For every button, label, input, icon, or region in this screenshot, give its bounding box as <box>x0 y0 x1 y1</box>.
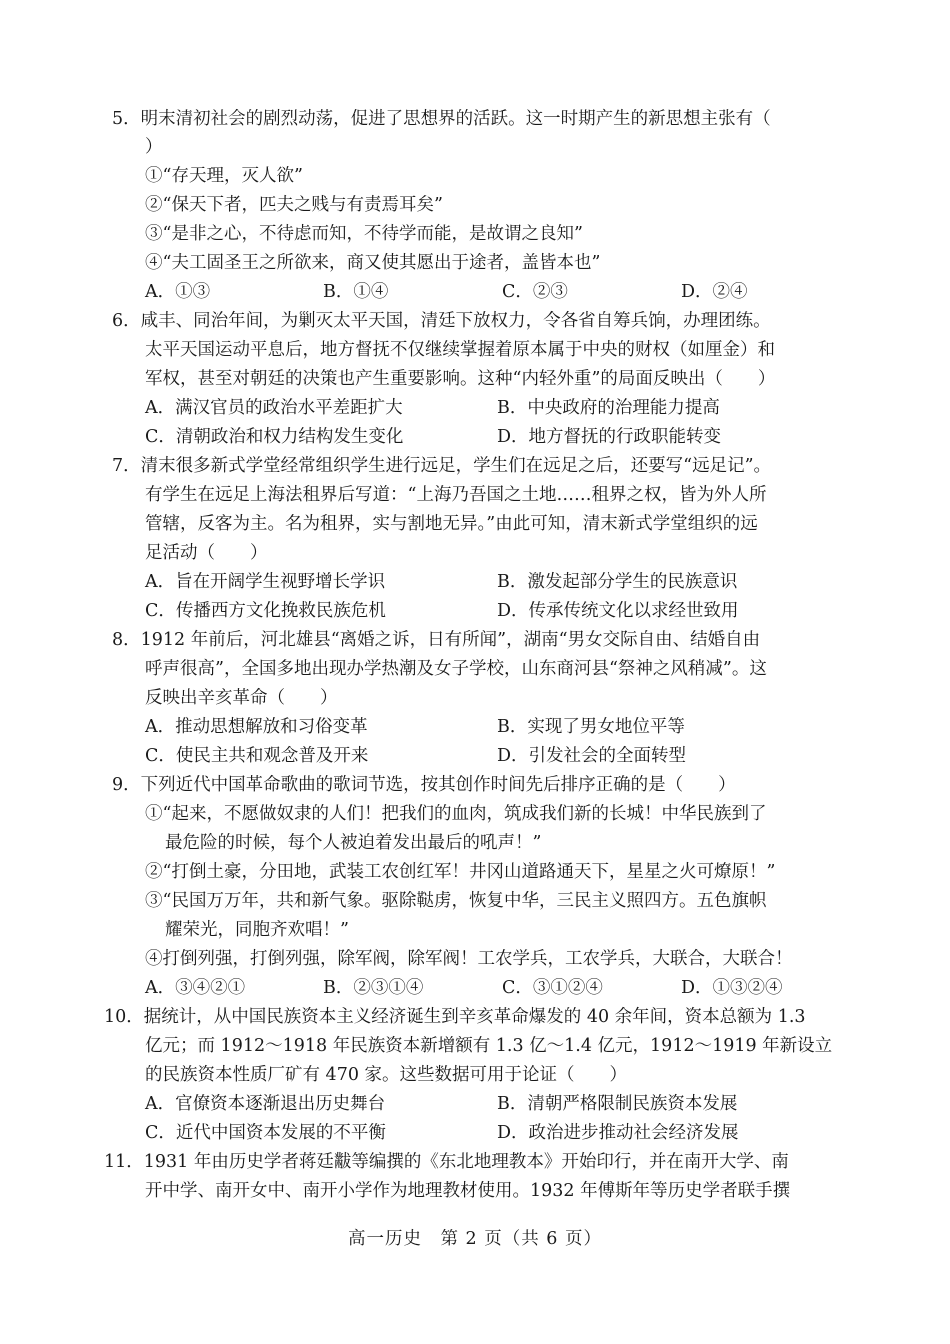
q5-option-a: A．①③ <box>145 282 211 302</box>
q5-item-3: ③“是非之心，不待虑而知，不待学而能，是故谓之良知” <box>145 224 583 244</box>
q9-line-1: 9．下列近代中国革命歌曲的歌词节选，按其创作时间先后排序正确的是（ ） <box>112 775 736 795</box>
q8-line-2: 呼声很高”，全国多地出现办学热潮及女子学校，山东商河县“祭神之风稍减”。这 <box>145 659 767 679</box>
q6-line-1: 6．咸丰、同治年间，为剿灭太平天国，清廷下放权力，令各省自筹兵饷，办理团练。 <box>112 311 771 331</box>
q6-option-b: B．中央政府的治理能力提高 <box>497 398 720 418</box>
q7-option-b: B．激发起部分学生的民族意识 <box>497 572 738 592</box>
q9-item-2: ②“打倒土豪，分田地，武装工农创红军！井冈山道路通天下，星星之火可燎原！” <box>145 862 776 882</box>
q6-line-2: 太平天国运动平息后，地方督抚不仅继续掌握着原本属于中央的财权（如厘金）和 <box>145 340 775 360</box>
q6-line-3: 军权，甚至对朝廷的决策也产生重要影响。这种“内轻外重”的局面反映出（ ） <box>145 369 776 389</box>
q5-option-c: C．②③ <box>502 282 568 302</box>
q8-line-3: 反映出辛亥革命（ ） <box>145 688 338 708</box>
q7-line-1: 7．清末很多新式学堂经常组织学生进行远足，学生们在远足之后，还要写“远足记”。 <box>112 456 772 476</box>
page-footer: 高一历史 第 2 页（共 6 页） <box>347 1229 603 1249</box>
q5-line-2: ） <box>145 137 163 157</box>
q11-line-2: 开中学、南开女中、南开小学作为地理教材使用。1932 年傅斯年等历史学者联手撰 <box>145 1181 791 1201</box>
q9-option-a: A．③④②① <box>145 978 246 998</box>
q7-line-4: 足活动（ ） <box>145 543 268 563</box>
q5-item-4: ④“夫工固圣王之所欲来，商又使其愿出于途者，盖皆本也” <box>145 253 601 273</box>
q9-item-1-line-1: ①“起来，不愿做奴隶的人们！把我们的血肉，筑成我们新的长城！中华民族到了 <box>145 804 767 824</box>
q9-option-b: B．②③①④ <box>323 978 424 998</box>
q8-line-1: 8．1912 年前后，河北雄县“离婚之诉，日有所闻”，湖南“男女交际自由、结婚自由 <box>112 630 761 650</box>
q9-item-1-line-2: 最危险的时候，每个人被迫着发出最后的吼声！” <box>165 833 542 853</box>
q10-line-1: 10．据统计，从中国民族资本主义经济诞生到辛亥革命爆发的 40 余年间，资本总额为 1.3 <box>104 1007 806 1027</box>
q5-item-2: ②“保天下者，匹夫之贱与有责焉耳矣” <box>145 195 443 215</box>
q9-option-c: C．③①②④ <box>502 978 603 998</box>
q7-option-d: D．传承传统文化以求经世致用 <box>497 601 739 621</box>
q7-line-3: 管辖，反客为主。名为租界，实与割地无异。”由此可知，清末新式学堂组织的远 <box>145 514 758 534</box>
q9-item-3-line-2: 耀荣光，同胞齐欢唱！” <box>165 920 349 940</box>
q8-option-c: C．使民主共和观念普及开来 <box>145 746 369 766</box>
q5-option-b: B．①④ <box>323 282 389 302</box>
q9-option-d: D．①③②④ <box>681 978 783 998</box>
q5-line-1: 5．明末清初社会的剧烈动荡，促进了思想界的活跃。这一时期产生的新思想主张有（ <box>112 109 771 129</box>
q6-option-c: C．清朝政治和权力结构发生变化 <box>145 427 404 447</box>
q7-line-2: 有学生在远足上海法租界后写道：“上海乃吾国之土地……租界之权，皆为外人所 <box>145 485 767 505</box>
q5-option-d: D．②④ <box>681 282 748 302</box>
q8-option-b: B．实现了男女地位平等 <box>497 717 685 737</box>
q9-item-3-line-1: ③“民国万万年，共和新气象。驱除鞑虏，恢复中华，三民主义照四方。五色旗帜 <box>145 891 767 911</box>
q10-option-d: D．政治进步推动社会经济发展 <box>497 1123 739 1143</box>
q7-option-a: A．旨在开阔学生视野增长学识 <box>145 572 386 592</box>
q10-option-c: C．近代中国资本发展的不平衡 <box>145 1123 386 1143</box>
q10-line-2: 亿元；而 1912～1918 年民族资本新增额有 1.3 亿～1.4 亿元，1912～1919 年新设立 <box>145 1036 833 1056</box>
q9-item-4: ④打倒列强，打倒列强，除军阀，除军阀！工农学兵，工农学兵，大联合，大联合！ <box>145 949 793 969</box>
q10-option-b: B．清朝严格限制民族资本发展 <box>497 1094 738 1114</box>
q6-option-a: A．满汉官员的政治水平差距扩大 <box>145 398 403 418</box>
q10-line-3: 的民族资本性质厂矿有 470 家。这些数据可用于论证（ ） <box>145 1065 628 1085</box>
q7-option-c: C．传播西方文化挽救民族危机 <box>145 601 386 621</box>
q6-option-d: D．地方督抚的行政职能转变 <box>497 427 722 447</box>
q8-option-a: A．推动思想解放和习俗变革 <box>145 717 368 737</box>
q10-option-a: A．官僚资本逐渐退出历史舞台 <box>145 1094 386 1114</box>
q5-item-1: ①“存天理，灭人欲” <box>145 166 303 186</box>
q8-option-d: D．引发社会的全面转型 <box>497 746 687 766</box>
q11-line-1: 11．1931 年由历史学者蒋廷黻等编撰的《东北地理教本》开始印行，并在南开大学、南 <box>104 1152 789 1172</box>
